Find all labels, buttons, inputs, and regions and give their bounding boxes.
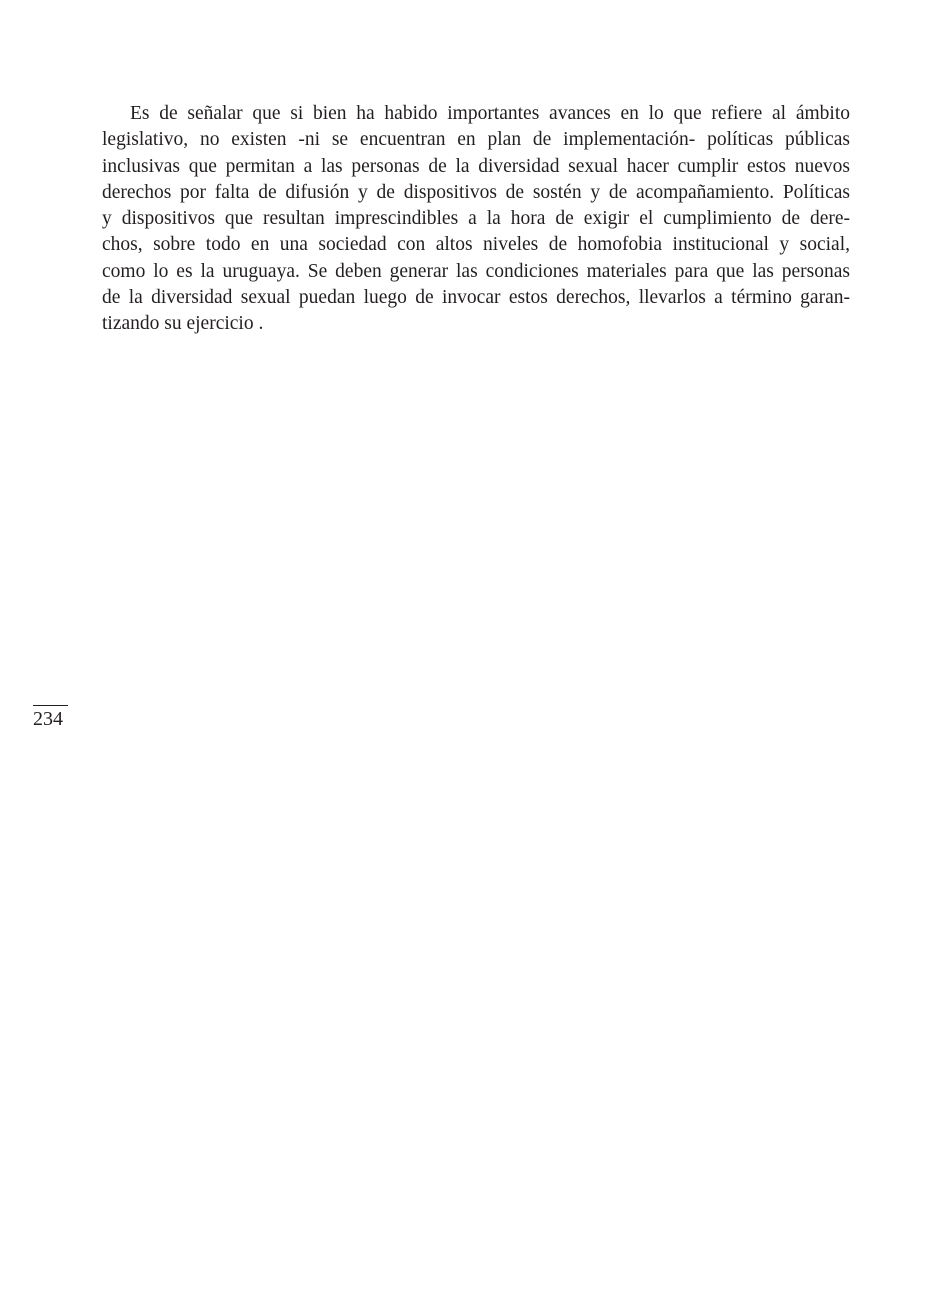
paragraph-line: tizando su ejercicio . (102, 313, 264, 335)
paragraph-line: Es de señalar que si bien ha habido importantes avances en lo que refiere al ámbito (130, 103, 850, 124)
paragraph-line: chos, sobre todo en una sociedad con altos niveles de homofobia institucional y social, (102, 234, 850, 256)
paragraph-line: de la diversidad sexual puedan luego de invocar estos derechos, llevarlos a término garan- (102, 287, 850, 309)
paragraph-line: y dispositivos que resultan imprescindibles a la hora de exigir el cumplimiento de dere- (102, 208, 850, 230)
body-paragraph (102, 101, 850, 338)
page-number: 234 (33, 708, 63, 730)
paragraph-line: como lo es la uruguaya. Se deben generar las condiciones materiales para que las personas (102, 260, 850, 282)
paragraph-line: derechos por falta de difusión y de dispositivos de sostén y de acompañamiento. Políticas (102, 181, 850, 203)
paragraph-line: inclusivas que permitan a las personas de la diversidad sexual hacer cumplir estos nuevos (102, 155, 850, 177)
paragraph-line: legislativo, no existen -ni se encuentran en plan de implementación- políticas públicas (102, 129, 850, 151)
